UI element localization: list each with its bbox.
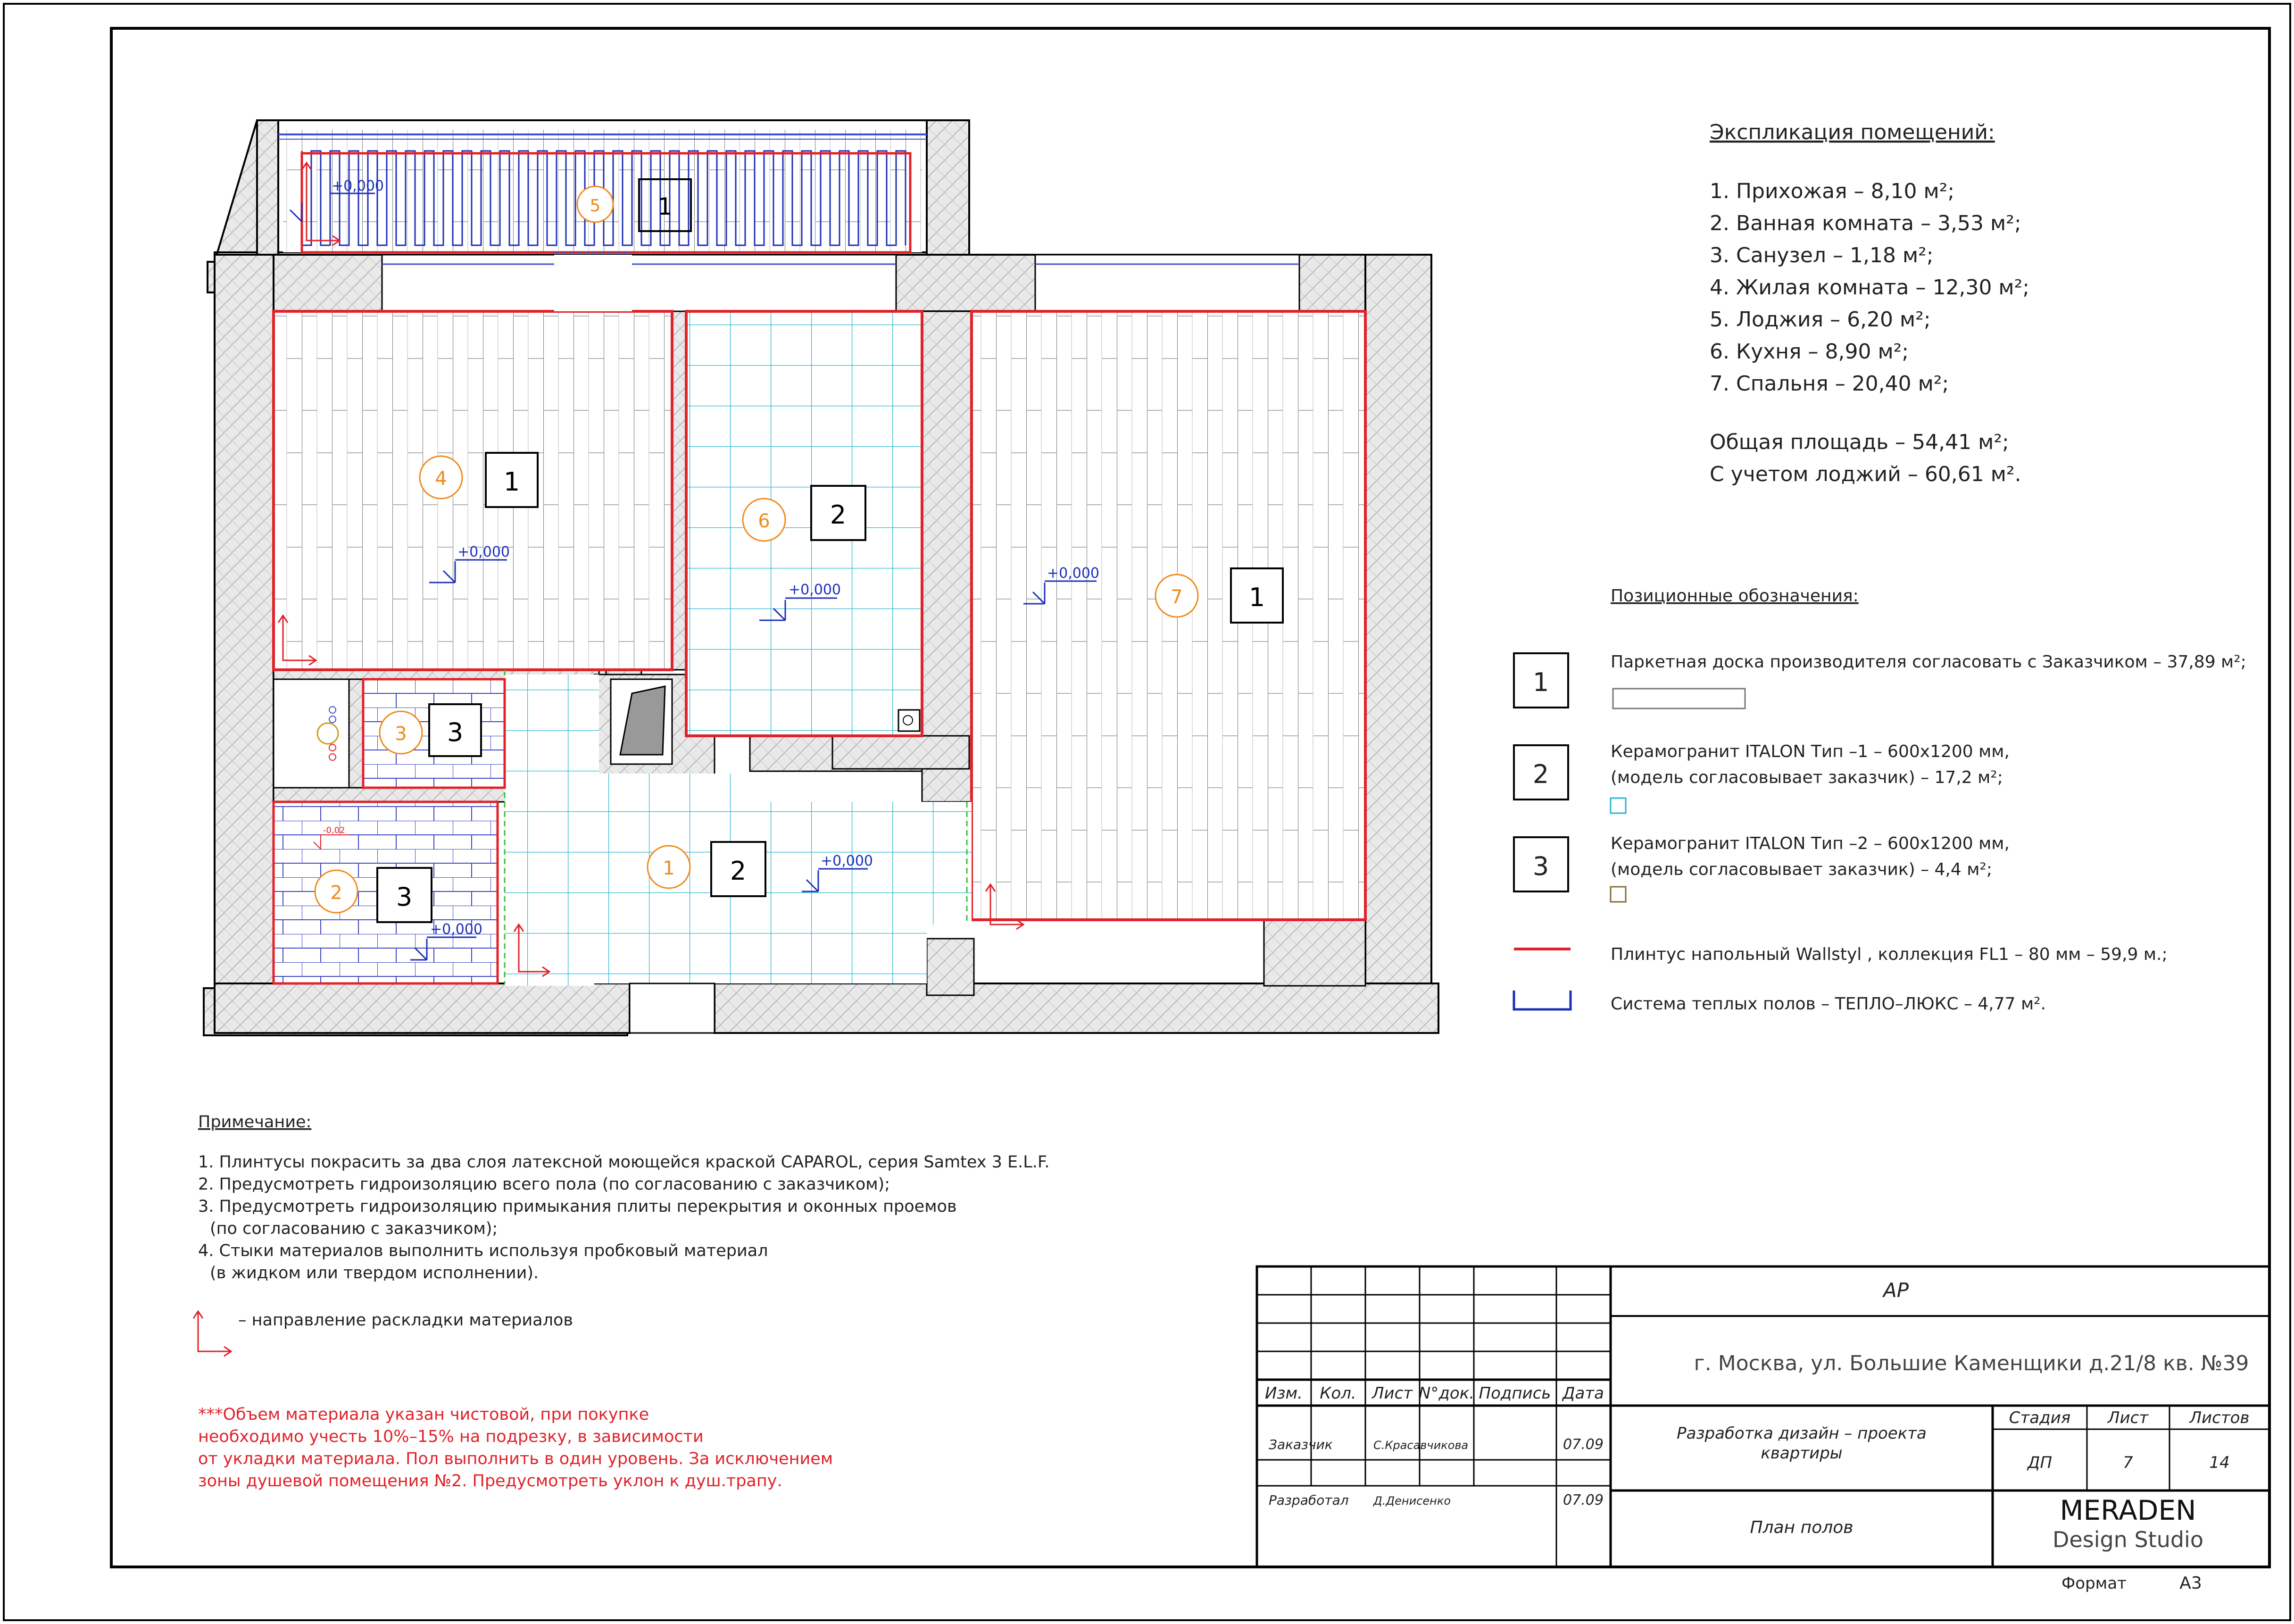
note-1: 1. Плинтусы покрасить за два слоя латексной моющейся краской CAPAROL, серия Samtex 3 E.L.F. [198, 1153, 1050, 1172]
warning-2: необходимо учесть 10%–15% на подрезку, в зависимости [198, 1427, 704, 1446]
legend-text-2b: (модель согласовывает заказчик) – 17,2 м²; [1611, 768, 2003, 787]
room-line-3: 3. Санузел – 1,18 м²; [1710, 243, 1934, 267]
room-6-material: 2 [830, 500, 847, 530]
note-3: 3. Предусмотреть гидроизоляцию примыкания плиты перекрытия и оконных проемов [198, 1197, 957, 1216]
studio-sub: Design Studio [2053, 1527, 2203, 1552]
hdr-change: Изм. [1265, 1384, 1303, 1403]
legend-heating: Система теплых полов – ТЕПЛО–ЛЮКС – 4,77 м². [1611, 994, 2046, 1014]
format-label: Формат [2061, 1574, 2127, 1593]
room-5-material: 1 [657, 193, 673, 220]
legend-baseboard: Плинтус напольный Wallstyl , коллекция FL1 – 80 мм – 59,9 м.; [1611, 945, 2168, 964]
warning-1: ***Объем материала указан чистовой, при покупке [198, 1405, 649, 1424]
legend-text-3b: (модель согласовывает заказчик) – 4,4 м²; [1611, 860, 1992, 879]
direction-note: – направление раскладки материалов [238, 1311, 573, 1330]
notes [193, 1113, 1050, 1491]
stage-label: Стадия [2009, 1408, 2071, 1427]
room-4-number: 4 [435, 468, 447, 490]
drawing-title: План полов [1750, 1518, 1853, 1537]
hdr-date: Дата [1562, 1384, 1604, 1403]
title-block-text [1265, 1279, 2250, 1593]
format-value: А3 [2179, 1574, 2202, 1593]
sheets-value: 14 [2209, 1453, 2230, 1472]
room-line-6: 6. Кухня – 8,90 м²; [1710, 340, 1909, 364]
project-address: г. Москва, ул. Большие Каменщики д.21/8 кв. №39 [1694, 1351, 2249, 1375]
svg-text:+0,000: +0,000 [332, 178, 384, 194]
notes-title: Примечание: [198, 1113, 312, 1132]
legend-text-2a: Керамогранит ITALON Тип –1 – 600х1200 мм, [1611, 742, 2010, 761]
total-area: Общая площадь – 54,41 м²; [1710, 430, 2009, 454]
explication-title: Экспликация помещений: [1710, 120, 1995, 144]
room-1-number: 1 [663, 858, 675, 879]
project-title-1: Разработка дизайн – проекта [1677, 1424, 1927, 1443]
sheet-value: 7 [2123, 1453, 2133, 1472]
note-2: 2. Предусмотреть гидроизоляцию всего пола (по согласованию с заказчиком); [198, 1175, 890, 1194]
developer-date: 07.09 [1563, 1492, 1604, 1508]
project-code: АР [1883, 1279, 1909, 1302]
warning-4: зоны душевой помещения №2. Предусмотреть уклон к душ.трапу. [198, 1472, 782, 1491]
floor-plan [204, 120, 1438, 1035]
legend [1514, 586, 2246, 1014]
legend-num-1: 1 [1532, 667, 1549, 697]
room-line-5: 5. Лоджия – 6,20 м²; [1710, 308, 1931, 332]
hdr-count: Кол. [1320, 1384, 1356, 1403]
legend-num-2: 2 [1532, 759, 1549, 789]
sheets-label: Листов [2189, 1408, 2250, 1427]
room-2-number: 2 [330, 882, 342, 904]
room-7-material: 1 [1248, 583, 1265, 612]
note-4-cont: (в жидком или твердом исполнении). [210, 1264, 539, 1283]
legend-text-3a: Керамогранит ITALON Тип –2 – 600х1200 мм, [1611, 834, 2010, 853]
svg-text:+0,000: +0,000 [430, 921, 483, 938]
room-7-number: 7 [1171, 586, 1183, 608]
room-line-7: 7. Спальня – 20,40 м²; [1710, 372, 1949, 396]
room-1-material: 2 [730, 856, 747, 886]
room-2-material: 3 [396, 882, 413, 912]
developer-role: Разработал [1269, 1492, 1349, 1508]
svg-text:+0,000: +0,000 [789, 582, 841, 598]
svg-text:+0,000: +0,000 [457, 544, 510, 560]
room-3-number: 3 [395, 723, 407, 745]
legend-title: Позиционные обозначения: [1611, 586, 1859, 606]
customer-role: Заказчик [1269, 1437, 1333, 1452]
svg-text:+0,000: +0,000 [1047, 565, 1100, 582]
sheet-label: Лист [2107, 1408, 2149, 1427]
note-3-cont: (по согласованию с заказчиком); [210, 1219, 498, 1238]
project-title-2: квартиры [1761, 1444, 1843, 1463]
note-4: 4. Стыки материалов выполнить используя пробковый материал [198, 1241, 768, 1260]
legend-num-3: 3 [1532, 851, 1549, 881]
svg-text:-0,02: -0,02 [323, 825, 345, 835]
room-line-1: 1. Прихожая – 8,10 м²; [1710, 179, 1955, 203]
room-5-number: 5 [590, 196, 601, 216]
warning-3: от укладки материала. Пол выполнить в один уровень. За исключением [198, 1449, 833, 1468]
hdr-sign: Подпись [1479, 1384, 1551, 1403]
hdr-sheet: Лист [1371, 1384, 1413, 1403]
studio-name: MERADEN [2060, 1494, 2196, 1526]
direction-arrow-icon [193, 1311, 231, 1356]
room-4-material: 1 [503, 467, 520, 497]
room-line-4: 4. Жилая комната – 12,30 м²; [1710, 275, 2030, 300]
legend-text-1: Паркетная доска производителя согласовать с Заказчиком – 37,89 м²; [1611, 652, 2246, 672]
svg-text:+0,000: +0,000 [821, 853, 873, 869]
customer-name: С.Красавчикова [1373, 1439, 1469, 1452]
room-6-number: 6 [758, 510, 770, 532]
room-explication [1710, 120, 2029, 486]
customer-date: 07.09 [1563, 1436, 1604, 1453]
total-with-loggia: С учетом лоджий – 60,61 м². [1710, 462, 2021, 486]
room-3-material: 3 [447, 717, 464, 747]
stage-value: ДП [2027, 1453, 2053, 1472]
hdr-doc: N°док. [1418, 1384, 1475, 1403]
developer-name: Д.Денисенко [1373, 1494, 1451, 1507]
room-line-2: 2. Ванная комната – 3,53 м²; [1710, 211, 2021, 235]
